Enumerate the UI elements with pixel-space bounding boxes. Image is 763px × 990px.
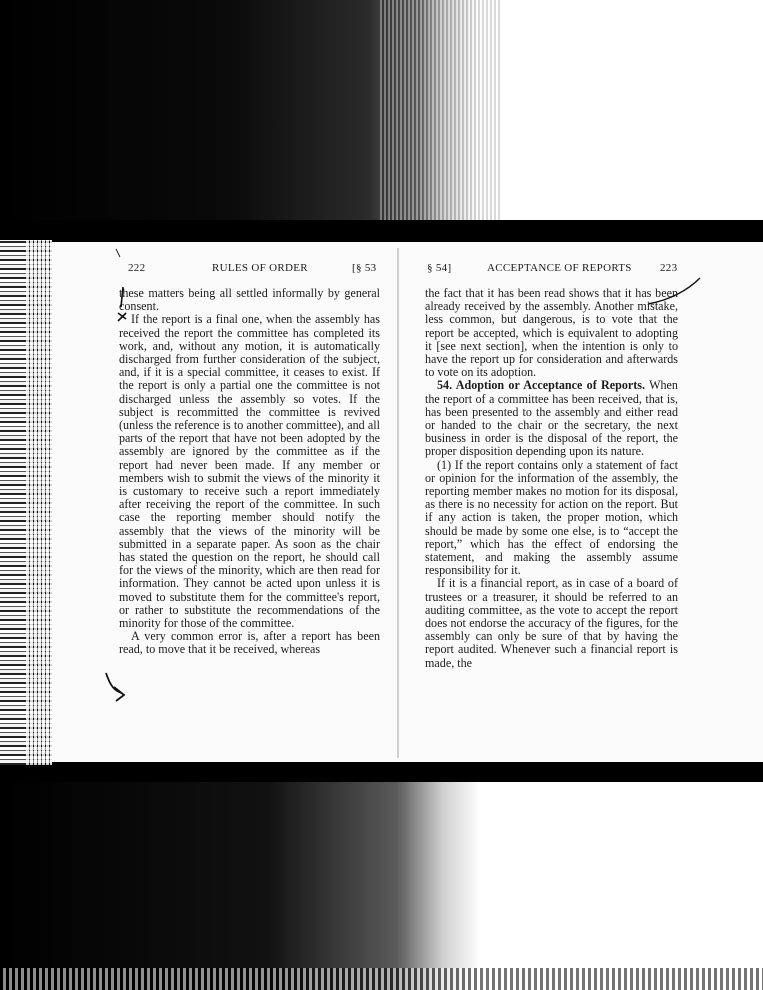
- left-page-number: 222: [128, 262, 146, 274]
- right-paragraph: If it is a financial report, as in case of a board of trustees or a treasurer, it should be referred to an auditing committee, as the vote to accept the report does not endorse the accuracy of the figures, for the assembly can only be sure of that by having the report audited. Whenever such a financial report is made, the: [425, 576, 678, 670]
- right-page-number: 223: [660, 262, 678, 274]
- section-heading: 54. Adoption or Acceptance of Reports.: [437, 378, 646, 393]
- section-54: [425, 379, 678, 458]
- left-running-title: RULES OF ORDER: [212, 262, 308, 274]
- scan-top-dither: [380, 0, 500, 238]
- section-intro: When the report of a committee has been received, that is, has been presented to the assembly and either read or handed to the chair or the secretary, the next business in order is the disposal of the report, the proper disposition depending upon its nature.: [425, 378, 678, 459]
- left-paragraph: If the report is a final one, when the assembly has received the report the committee has completed its work, and, without any motion, it is automatically discharged from further consideration of the subject, and, if it is a special committee, it ceases to exist. If the report is only a partial one the committee is not discharged unless the assembly so votes. If the subject is recommitted the committee is revived (unless the reference is to another committee), and all parts of the report that have not been adopted by the assembly are ignored by the committee as if the report had never been made. If any member or members wish to submit the views of the minority it is customary to receive such a report immediately after receiving the report of the committee. In such case the reporting member should notify the assembly that the views of the minority will be submitted in a separate paper. As soon as the chair has stated the question on the report, he should call for the views of the minority, which are then read for information. They cannot be acted upon unless it is moved to substitute them for the committee's report, or rather to substitute the recommendations of the minority for those of the committee.: [119, 312, 380, 631]
- margin-pen-marks: [100, 245, 140, 715]
- book-gutter: [397, 248, 399, 758]
- page-edge-dither: [26, 240, 52, 765]
- scan-bottom-dither: [0, 968, 763, 990]
- left-paragraph: A very common error is, after a report has been read, to move that it be received, whereas: [119, 629, 380, 657]
- left-paragraph: these matters being all settled informally by general consent.: [119, 286, 380, 314]
- left-section-ref: [§ 53: [352, 262, 377, 274]
- right-running-title: ACCEPTANCE OF REPORTS: [487, 262, 632, 274]
- scan-bottom-edge: [0, 760, 763, 782]
- right-page-body: [425, 287, 678, 670]
- margin-pen-slash: [640, 270, 710, 310]
- scan-bottom-shadow: [0, 760, 763, 990]
- right-paragraph: the fact that it has been read shows that it has been already received by the assembly. Another mistake, less common, but dangerous, is to vote that the report be accepted, which is equivalent to adopting it [see next section], when the intention is only to have the report up for consideration and afterwards to vote on its adoption.: [425, 286, 678, 380]
- right-section-ref: § 54]: [427, 262, 452, 274]
- scan-top-edge: [0, 220, 763, 242]
- left-page-body: [119, 287, 380, 657]
- right-paragraph: (1) If the report contains only a statement of fact or opinion for the information of the assembly, the reporting member makes no motion for its disposal, as there is no necessity for action on the report. But if any action is taken, the proper motion, which should be made by some one else, is to “accept the report,” which has the effect of endorsing the statement, and making the assembly assume responsibility for it.: [425, 457, 678, 578]
